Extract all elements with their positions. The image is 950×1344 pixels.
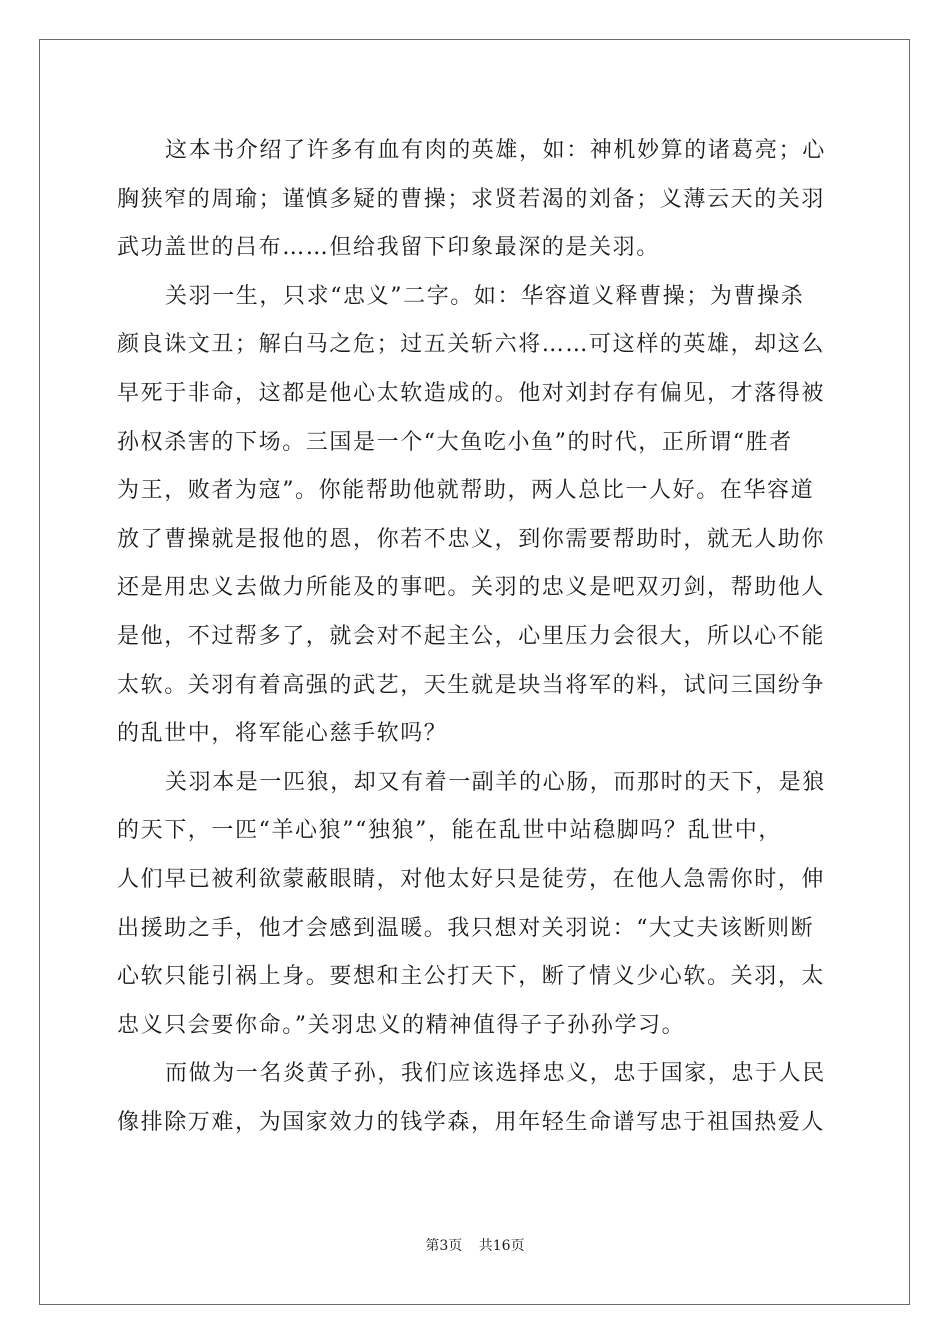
text-line: 关羽一生，只求“忠义”二字。如：华容道义释曹操；为曹操杀 — [165, 283, 805, 309]
page-footer — [0, 1236, 950, 1256]
text-line: 颜良诛文丑；解白马之危；过五关斩六将……可这样的英雄，却这么 — [117, 332, 826, 358]
text-line: 还是用忠义去做力所能及的事吧。关羽的忠义是吧双刃剑，帮助他人 — [117, 575, 826, 601]
text-line: 忠义只会要你命。”关羽忠义的精神值得子子孙孙学习。 — [117, 1012, 686, 1038]
text-line: 的天下，一匹“羊心狼”“独狼”，能在乱世中站稳脚吗？乱世中， — [117, 818, 782, 844]
text-line: 孙权杀害的下场。三国是一个“大鱼吃小鱼”的时代，正所谓“胜者 — [117, 429, 793, 455]
text-line: 早死于非命，这都是他心太软造成的。他对刘封存有偏见，才落得被 — [117, 380, 826, 406]
text-line: 关羽本是一匹狼，却又有着一副羊的心肠，而那时的天下，是狼 — [165, 769, 826, 795]
text-line: 的乱世中，将军能心慈手软吗？ — [117, 721, 448, 747]
text-line: 放了曹操就是报他的恩，你若不忠义，到你需要帮助时，就无人助你 — [117, 526, 826, 552]
page-total: 共16页 — [478, 1238, 525, 1254]
text-line: 人们早已被利欲蒙蔽眼睛，对他太好只是徒劳，在他人急需你时，伸 — [117, 866, 826, 892]
page-number: 第3页 — [425, 1238, 463, 1254]
text-line: 而做为一名炎黄子孙，我们应该选择忠义，忠于国家，忠于人民 — [165, 1061, 826, 1087]
text-line: 像排除万难，为国家效力的钱学森，用年轻生命谱写忠于祖国热爱人 — [117, 1109, 826, 1135]
text-line: 是他，不过帮多了，就会对不起主公，心里压力会很大，所以心不能 — [117, 623, 826, 649]
text-line: 武功盖世的吕布……但给我留下印象最深的是关羽。 — [117, 235, 660, 261]
text-line: 出援助之手，他才会感到温暖。我只想对关羽说：“大丈夫该断则断 — [117, 915, 815, 941]
text-line: 胸狭窄的周瑜；谨慎多疑的曹操；求贤若渴的刘备；义薄云天的关羽 — [117, 186, 826, 212]
text-line: 这本书介绍了许多有血有肉的英雄，如：神机妙算的诸葛亮；心 — [165, 138, 826, 163]
text-line: 为王，败者为寇”。你能帮助他就帮助，两人总比一人好。在华容道 — [117, 478, 815, 504]
document-body — [117, 127, 837, 1147]
text-line: 心软只能引祸上身。要想和主公打天下，断了情义少心软。关羽，太 — [117, 964, 826, 990]
text-line: 太软。关羽有着高强的武艺，天生就是块当将军的料，试问三国纷争 — [117, 672, 826, 698]
